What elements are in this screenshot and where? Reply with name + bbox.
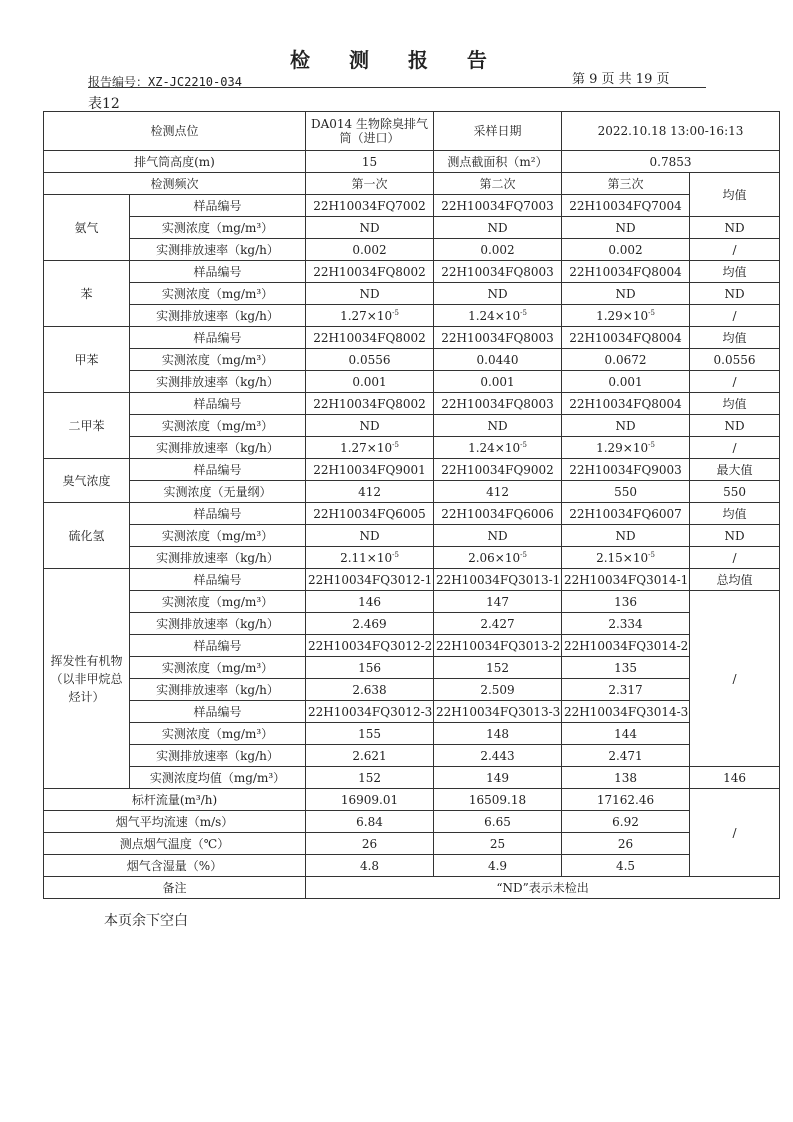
sample-no: 22H10034FQ3012-3 bbox=[306, 701, 434, 723]
table-row bbox=[44, 811, 780, 833]
table-row bbox=[44, 789, 780, 811]
temp-value: 26 bbox=[562, 833, 690, 855]
sample-no: 22H10034FQ3012-2 bbox=[306, 635, 434, 657]
row-label: 样品编号 bbox=[130, 393, 306, 415]
rate-value: 0.001 bbox=[306, 371, 434, 393]
test-results-table bbox=[43, 111, 780, 899]
row-label: 实测排放速率（kg/h） bbox=[130, 305, 306, 327]
table-row bbox=[44, 701, 780, 723]
point-label: 检测点位 bbox=[44, 112, 306, 151]
sample-no: 22H10034FQ3013-2 bbox=[434, 635, 562, 657]
rate-value: 2.317 bbox=[562, 679, 690, 701]
rate-value: 0.002 bbox=[434, 239, 562, 261]
sample-date-value: 2022.10.18 13:00-16:13 bbox=[562, 112, 780, 151]
conc-avg-value: 149 bbox=[434, 767, 562, 789]
row-label: 样品编号 bbox=[130, 195, 306, 217]
conc-max: 550 bbox=[690, 481, 780, 503]
conc-value: ND bbox=[306, 217, 434, 239]
sample-no: 22H10034FQ6005 bbox=[306, 503, 434, 525]
row-label: 实测排放速率（kg/h） bbox=[130, 239, 306, 261]
pollutant-ammonia: 氨气 bbox=[44, 195, 130, 261]
sample-date-label: 采样日期 bbox=[434, 112, 562, 151]
table-row bbox=[44, 437, 780, 459]
sample-no: 22H10034FQ9001 bbox=[306, 459, 434, 481]
pollutant-odor: 臭气浓度 bbox=[44, 459, 130, 503]
row-label: 实测浓度（mg/m³） bbox=[130, 349, 306, 371]
conc-value: 155 bbox=[306, 723, 434, 745]
conc-avg: ND bbox=[690, 217, 780, 239]
sample-no: 22H10034FQ6007 bbox=[562, 503, 690, 525]
rate-value: $2.15\times 10^{-5}$ bbox=[562, 547, 690, 569]
page-info: 第 9 页 共 19 页 bbox=[572, 72, 670, 87]
conc-avg-value: 138 bbox=[562, 767, 690, 789]
header-divider bbox=[88, 87, 706, 88]
conc-avg: ND bbox=[690, 525, 780, 547]
rate-value: $1.29\times 10^{-5}$ bbox=[562, 305, 690, 327]
row-label: 实测浓度（mg/m³） bbox=[130, 525, 306, 547]
sample-no: 22H10034FQ8004 bbox=[562, 393, 690, 415]
table-row bbox=[44, 327, 780, 349]
table-row bbox=[44, 393, 780, 415]
table-row bbox=[44, 635, 780, 657]
velocity-value: 6.84 bbox=[306, 811, 434, 833]
rate-value: 0.001 bbox=[434, 371, 562, 393]
sample-no: 22H10034FQ8004 bbox=[562, 327, 690, 349]
rate-value: 0.002 bbox=[562, 239, 690, 261]
table-row bbox=[44, 371, 780, 393]
total-avg-header: 总均值 bbox=[690, 569, 780, 591]
table-row bbox=[44, 261, 780, 283]
page-footer-note: 本页余下空白 bbox=[104, 913, 188, 929]
row-label: 实测浓度（mg/m³） bbox=[130, 657, 306, 679]
moisture-value: 4.5 bbox=[562, 855, 690, 877]
table-row bbox=[44, 503, 780, 525]
rate-value: $1.24\times 10^{-5}$ bbox=[434, 305, 562, 327]
rate-value: 2.509 bbox=[434, 679, 562, 701]
row-label: 实测浓度（mg/m³） bbox=[130, 591, 306, 613]
table-row bbox=[44, 877, 780, 899]
sample-no: 22H10034FQ3014-3 bbox=[562, 701, 690, 723]
table-row bbox=[44, 305, 780, 327]
conc-value: ND bbox=[434, 217, 562, 239]
conc-value: 147 bbox=[434, 591, 562, 613]
conc-avg: ND bbox=[690, 415, 780, 437]
rate-avg: / bbox=[690, 437, 780, 459]
rate-avg: / bbox=[690, 239, 780, 261]
pollutant-benzene: 苯 bbox=[44, 261, 130, 327]
rate-value: 2.427 bbox=[434, 613, 562, 635]
sample-no: 22H10034FQ8004 bbox=[562, 261, 690, 283]
freq-3: 第三次 bbox=[562, 173, 690, 195]
sample-no: 22H10034FQ3014-2 bbox=[562, 635, 690, 657]
rate-avg: / bbox=[690, 547, 780, 569]
table-label: 表12 bbox=[88, 96, 120, 112]
rate-value: $2.06\times 10^{-5}$ bbox=[434, 547, 562, 569]
table-row bbox=[44, 151, 780, 173]
vocs-avg-slash: / bbox=[690, 591, 780, 767]
freq-1: 第一次 bbox=[306, 173, 434, 195]
sample-no: 22H10034FQ8003 bbox=[434, 393, 562, 415]
table-row bbox=[44, 173, 780, 195]
table-row bbox=[44, 613, 780, 635]
velocity-value: 6.92 bbox=[562, 811, 690, 833]
rate-value: 2.334 bbox=[562, 613, 690, 635]
conc-value: 0.0556 bbox=[306, 349, 434, 371]
conc-avg: ND bbox=[690, 283, 780, 305]
avg-header: 均值 bbox=[690, 327, 780, 349]
flue-avg-slash: / bbox=[690, 789, 780, 877]
conc-value: 148 bbox=[434, 723, 562, 745]
conc-value: 156 bbox=[306, 657, 434, 679]
row-label: 样品编号 bbox=[130, 701, 306, 723]
sample-no: 22H10034FQ8003 bbox=[434, 327, 562, 349]
rate-value: 2.638 bbox=[306, 679, 434, 701]
freq-label: 检测频次 bbox=[44, 173, 306, 195]
pollutant-toluene: 甲苯 bbox=[44, 327, 130, 393]
area-value: 0.7853 bbox=[562, 151, 780, 173]
flow-value: 16909.01 bbox=[306, 789, 434, 811]
rate-value: $1.27\times 10^{-5}$ bbox=[306, 437, 434, 459]
row-label: 样品编号 bbox=[130, 327, 306, 349]
conc-avg: 0.0556 bbox=[690, 349, 780, 371]
row-label: 实测浓度（无量纲） bbox=[130, 481, 306, 503]
table-row bbox=[44, 569, 780, 591]
temp-label: 测点烟气温度（℃） bbox=[44, 833, 306, 855]
rate-avg: / bbox=[690, 371, 780, 393]
rate-value: $1.24\times 10^{-5}$ bbox=[434, 437, 562, 459]
avg-header: 均值 bbox=[690, 173, 780, 217]
conc-value: 412 bbox=[434, 481, 562, 503]
conc-value: ND bbox=[434, 525, 562, 547]
rate-value: $1.29\times 10^{-5}$ bbox=[562, 437, 690, 459]
sample-no: 22H10034FQ8003 bbox=[434, 261, 562, 283]
table-row bbox=[44, 745, 780, 767]
pollutant-xylene: 二甲苯 bbox=[44, 393, 130, 459]
table-row bbox=[44, 195, 780, 217]
sample-no: 22H10034FQ3013-3 bbox=[434, 701, 562, 723]
sample-no: 22H10034FQ9002 bbox=[434, 459, 562, 481]
row-label: 实测排放速率（kg/h） bbox=[130, 745, 306, 767]
conc-value: ND bbox=[434, 283, 562, 305]
row-label: 样品编号 bbox=[130, 459, 306, 481]
table-row bbox=[44, 591, 780, 613]
moisture-label: 烟气含湿量（%） bbox=[44, 855, 306, 877]
rate-value: 0.001 bbox=[562, 371, 690, 393]
sample-no: 22H10034FQ8002 bbox=[306, 261, 434, 283]
conc-value: 550 bbox=[562, 481, 690, 503]
rate-value: 2.443 bbox=[434, 745, 562, 767]
avg-header: 均值 bbox=[690, 503, 780, 525]
table-row bbox=[44, 415, 780, 437]
table-row bbox=[44, 481, 780, 503]
moisture-value: 4.9 bbox=[434, 855, 562, 877]
temp-value: 25 bbox=[434, 833, 562, 855]
table-row bbox=[44, 239, 780, 261]
sample-no: 22H10034FQ3014-1 bbox=[562, 569, 690, 591]
row-label: 样品编号 bbox=[130, 569, 306, 591]
pollutant-vocs: 挥发性有机物（以非甲烷总烃计） bbox=[44, 569, 130, 789]
conc-total-avg: 146 bbox=[690, 767, 780, 789]
table-row bbox=[44, 283, 780, 305]
sample-no: 22H10034FQ7003 bbox=[434, 195, 562, 217]
area-label: 测点截面积（m²） bbox=[434, 151, 562, 173]
rate-value: 2.469 bbox=[306, 613, 434, 635]
table-row bbox=[44, 547, 780, 569]
conc-value: 144 bbox=[562, 723, 690, 745]
temp-value: 26 bbox=[306, 833, 434, 855]
row-label: 实测浓度（mg/m³） bbox=[130, 283, 306, 305]
height-label: 排气筒高度(m) bbox=[44, 151, 306, 173]
flow-value: 16509.18 bbox=[434, 789, 562, 811]
avg-header: 均值 bbox=[690, 261, 780, 283]
row-label: 实测浓度（mg/m³） bbox=[130, 415, 306, 437]
table-row bbox=[44, 767, 780, 789]
point-value: DA014 生物除臭排气筒（进口） bbox=[306, 112, 434, 151]
height-value: 15 bbox=[306, 151, 434, 173]
table-row bbox=[44, 349, 780, 371]
rate-value: $1.27\times 10^{-5}$ bbox=[306, 305, 434, 327]
remark-label: 备注 bbox=[44, 877, 306, 899]
sample-no: 22H10034FQ7002 bbox=[306, 195, 434, 217]
sample-no: 22H10034FQ6006 bbox=[434, 503, 562, 525]
sample-no: 22H10034FQ7004 bbox=[562, 195, 690, 217]
table-row bbox=[44, 723, 780, 745]
conc-value: 136 bbox=[562, 591, 690, 613]
rate-value: 2.621 bbox=[306, 745, 434, 767]
remark-value: “ND”表示未检出 bbox=[306, 877, 780, 899]
rate-value: 0.002 bbox=[306, 239, 434, 261]
conc-value: ND bbox=[562, 217, 690, 239]
table-row bbox=[44, 657, 780, 679]
rate-value: 2.471 bbox=[562, 745, 690, 767]
conc-value: 0.0672 bbox=[562, 349, 690, 371]
row-label: 实测浓度（mg/m³） bbox=[130, 217, 306, 239]
row-label: 实测排放速率（kg/h） bbox=[130, 371, 306, 393]
sample-no: 22H10034FQ3012-1 bbox=[306, 569, 434, 591]
row-label: 实测排放速率（kg/h） bbox=[130, 679, 306, 701]
sample-no: 22H10034FQ8002 bbox=[306, 327, 434, 349]
row-label: 实测排放速率（kg/h） bbox=[130, 437, 306, 459]
sample-no: 22H10034FQ3013-1 bbox=[434, 569, 562, 591]
conc-value: 152 bbox=[434, 657, 562, 679]
flow-value: 17162.46 bbox=[562, 789, 690, 811]
report-title: 检 测 报 告 bbox=[290, 48, 503, 72]
table-row bbox=[44, 112, 780, 151]
rate-value: $2.11\times 10^{-5}$ bbox=[306, 547, 434, 569]
row-label: 实测浓度均值（mg/m³） bbox=[130, 767, 306, 789]
row-label: 实测排放速率（kg/h） bbox=[130, 613, 306, 635]
rate-avg: / bbox=[690, 305, 780, 327]
conc-value: ND bbox=[306, 415, 434, 437]
row-label: 样品编号 bbox=[130, 261, 306, 283]
table-row bbox=[44, 855, 780, 877]
conc-value: ND bbox=[434, 415, 562, 437]
conc-value: ND bbox=[562, 283, 690, 305]
table-row bbox=[44, 833, 780, 855]
max-header: 最大值 bbox=[690, 459, 780, 481]
velocity-label: 烟气平均流速（m/s） bbox=[44, 811, 306, 833]
sample-no: 22H10034FQ8002 bbox=[306, 393, 434, 415]
flow-label: 标杆流量(m³/h) bbox=[44, 789, 306, 811]
conc-value: ND bbox=[306, 525, 434, 547]
table-row bbox=[44, 217, 780, 239]
row-label: 实测排放速率（kg/h） bbox=[130, 547, 306, 569]
velocity-value: 6.65 bbox=[434, 811, 562, 833]
row-label: 样品编号 bbox=[130, 503, 306, 525]
conc-avg-value: 152 bbox=[306, 767, 434, 789]
table-row bbox=[44, 459, 780, 481]
conc-value: ND bbox=[562, 415, 690, 437]
row-label: 实测浓度（mg/m³） bbox=[130, 723, 306, 745]
pollutant-h2s: 硫化氢 bbox=[44, 503, 130, 569]
conc-value: 0.0440 bbox=[434, 349, 562, 371]
avg-header: 均值 bbox=[690, 393, 780, 415]
conc-value: 135 bbox=[562, 657, 690, 679]
report-number: 报告编号：XZ-JC2210-034 bbox=[88, 75, 242, 89]
conc-value: 412 bbox=[306, 481, 434, 503]
table-row bbox=[44, 525, 780, 547]
freq-2: 第二次 bbox=[434, 173, 562, 195]
row-label: 样品编号 bbox=[130, 635, 306, 657]
conc-value: ND bbox=[562, 525, 690, 547]
conc-value: ND bbox=[306, 283, 434, 305]
conc-value: 146 bbox=[306, 591, 434, 613]
sample-no: 22H10034FQ9003 bbox=[562, 459, 690, 481]
moisture-value: 4.8 bbox=[306, 855, 434, 877]
table-row bbox=[44, 679, 780, 701]
